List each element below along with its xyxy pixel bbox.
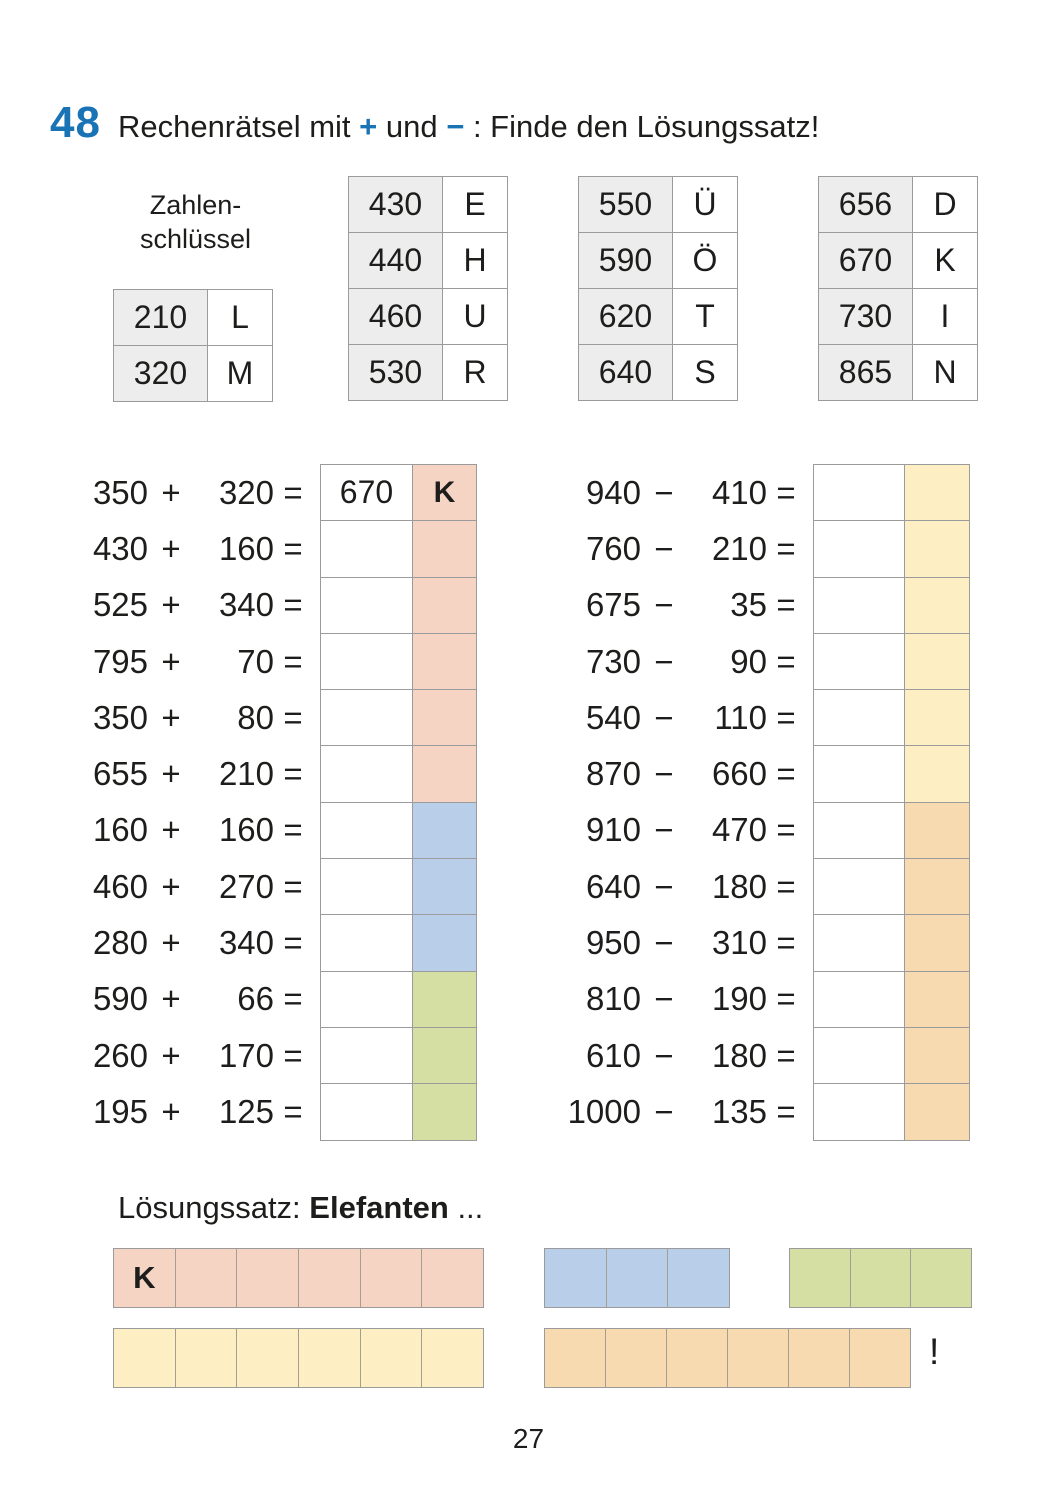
- answer-cell[interactable]: [850, 1329, 910, 1387]
- key-row: [113, 345, 273, 402]
- letter-box[interactable]: [413, 633, 477, 690]
- operand-b: 210: [711, 529, 767, 567]
- key-letter-cell: I: [912, 288, 978, 345]
- operand-a: 810: [585, 980, 641, 1018]
- operand-a: 610: [585, 1036, 641, 1074]
- key-row: [578, 232, 738, 289]
- equals-sign: =: [776, 698, 796, 736]
- operand-b: 170: [218, 1036, 274, 1074]
- result-box[interactable]: [320, 745, 413, 802]
- operand-a: 280: [92, 924, 148, 962]
- exclamation-mark: !: [929, 1331, 940, 1372]
- problem-row: [60, 1027, 477, 1084]
- operator: +: [161, 642, 181, 680]
- operator: +: [161, 698, 181, 736]
- key-row: [578, 176, 738, 233]
- result-box[interactable]: [320, 971, 413, 1028]
- operand-a: 1000: [567, 1092, 641, 1130]
- equals-sign: =: [776, 529, 796, 567]
- answer-cell[interactable]: K: [114, 1249, 176, 1307]
- page-number: 27: [512, 1423, 545, 1454]
- operand-b: 190: [711, 980, 767, 1018]
- operand-a: 460: [92, 867, 148, 905]
- problem-row: [60, 1083, 477, 1140]
- operand-b: 160: [218, 529, 274, 567]
- answer-cell[interactable]: [237, 1249, 299, 1307]
- operand-a: 260: [92, 1036, 148, 1074]
- key-number-cell: 210: [113, 289, 208, 346]
- operand-a: 675: [585, 586, 641, 624]
- operand-a: 910: [585, 811, 641, 849]
- worksheet-header: [50, 98, 819, 148]
- letter-box[interactable]: [905, 745, 970, 802]
- letter-box[interactable]: [413, 802, 477, 859]
- problem-row: [60, 858, 477, 915]
- equals-sign: =: [283, 867, 303, 905]
- key-number-cell: 320: [113, 345, 208, 402]
- answer-cell[interactable]: [790, 1249, 851, 1307]
- problem-row: [553, 858, 970, 915]
- operator: −: [654, 642, 674, 680]
- equals-sign: =: [776, 473, 796, 511]
- equals-sign: =: [776, 867, 796, 905]
- equation: [60, 802, 312, 859]
- title-text-post: : Finde den Lösungssatz!: [464, 109, 820, 144]
- answer-group-green: [789, 1248, 972, 1308]
- equals-sign: =: [283, 980, 303, 1018]
- key-row: [818, 288, 978, 345]
- answer-group-blue: [544, 1248, 730, 1308]
- key-letter-cell: S: [672, 344, 738, 401]
- letter-box[interactable]: [905, 858, 970, 915]
- operator: −: [654, 811, 674, 849]
- result-box[interactable]: [813, 802, 905, 859]
- letter-box[interactable]: [905, 1027, 970, 1084]
- equation: [553, 745, 805, 802]
- problem-row: [60, 914, 477, 971]
- result-box[interactable]: [320, 858, 413, 915]
- key-number-cell: 865: [818, 344, 913, 401]
- subtraction-problems-column: [553, 464, 970, 1141]
- problem-row: [553, 464, 970, 521]
- equals-sign: =: [283, 755, 303, 793]
- key-number-cell: 590: [578, 232, 673, 289]
- key-number-cell: 440: [348, 232, 443, 289]
- operand-b: 66: [237, 980, 274, 1018]
- key-number-cell: 550: [578, 176, 673, 233]
- operator: −: [654, 529, 674, 567]
- operator: +: [161, 867, 181, 905]
- result-box[interactable]: [813, 689, 905, 746]
- key-table-2: [348, 176, 508, 401]
- equals-sign: =: [283, 1036, 303, 1074]
- key-letter-cell: R: [442, 344, 508, 401]
- operand-a: 730: [585, 642, 641, 680]
- key-letter-cell: K: [912, 232, 978, 289]
- problem-row: [553, 1083, 970, 1140]
- key-number-cell: 620: [578, 288, 673, 345]
- answer-cell[interactable]: [668, 1249, 729, 1307]
- result-box[interactable]: [813, 520, 905, 577]
- answer-cell[interactable]: [422, 1329, 483, 1387]
- operator: +: [161, 586, 181, 624]
- problem-row: [60, 633, 477, 690]
- operand-a: 940: [585, 473, 641, 511]
- answer-cell[interactable]: [606, 1329, 667, 1387]
- equals-sign: =: [776, 642, 796, 680]
- key-number-cell: 656: [818, 176, 913, 233]
- equals-sign: =: [776, 811, 796, 849]
- key-table-3: [578, 176, 738, 401]
- operand-b: 270: [218, 867, 274, 905]
- answer-cell[interactable]: [607, 1249, 669, 1307]
- problem-row: [553, 633, 970, 690]
- operator: +: [161, 755, 181, 793]
- result-box[interactable]: [320, 1027, 413, 1084]
- equals-sign: =: [283, 642, 303, 680]
- task-number: 48: [50, 98, 101, 147]
- title-text-mid: und: [377, 109, 447, 144]
- key-table-4: [818, 176, 978, 401]
- operator: −: [654, 755, 674, 793]
- equation: [60, 633, 312, 690]
- equals-sign: =: [776, 924, 796, 962]
- operand-b: 80: [237, 698, 274, 736]
- letter-box[interactable]: [905, 689, 970, 746]
- key-letter-cell: M: [207, 345, 273, 402]
- operand-b: 70: [237, 642, 274, 680]
- problem-row: [553, 745, 970, 802]
- operand-a: 590: [92, 980, 148, 1018]
- operand-a: 870: [585, 755, 641, 793]
- answer-cell[interactable]: [545, 1249, 607, 1307]
- letter-box[interactable]: [905, 914, 970, 971]
- minus-sign: −: [446, 109, 465, 144]
- key-row: [348, 176, 508, 233]
- result-box[interactable]: [320, 633, 413, 690]
- equals-sign: =: [776, 586, 796, 624]
- operand-a: 195: [92, 1092, 148, 1130]
- operand-a: 540: [585, 698, 641, 736]
- equals-sign: =: [283, 586, 303, 624]
- operand-b: 210: [218, 755, 274, 793]
- operand-a: 350: [92, 473, 148, 511]
- letter-box[interactable]: [905, 1083, 970, 1140]
- operand-a: 160: [92, 811, 148, 849]
- operand-b: 340: [218, 586, 274, 624]
- equals-sign: =: [283, 529, 303, 567]
- equation: [60, 971, 312, 1028]
- key-number-cell: 730: [818, 288, 913, 345]
- operator: −: [654, 924, 674, 962]
- answer-group-pink: [113, 1248, 484, 1308]
- equals-sign: =: [283, 473, 303, 511]
- operand-b: 310: [711, 924, 767, 962]
- problem-row: [553, 802, 970, 859]
- key-label-line2: schlüssel: [139, 223, 252, 254]
- equation: [553, 464, 805, 521]
- key-number-cell: 460: [348, 288, 443, 345]
- operand-a: 950: [585, 924, 641, 962]
- operand-a: 350: [92, 698, 148, 736]
- equation: [60, 1027, 312, 1084]
- operator: +: [161, 811, 181, 849]
- key-letter-cell: U: [442, 288, 508, 345]
- result-box[interactable]: [813, 633, 905, 690]
- equals-sign: =: [283, 811, 303, 849]
- addition-problems-column: [60, 464, 477, 1141]
- solution-label: Lösungssatz:: [118, 1190, 310, 1225]
- equals-sign: =: [283, 924, 303, 962]
- equation: [553, 1083, 805, 1140]
- page-title: [118, 109, 819, 145]
- letter-box[interactable]: [413, 689, 477, 746]
- key-number-cell: 640: [578, 344, 673, 401]
- letter-box[interactable]: K: [413, 464, 477, 521]
- operand-b: 180: [711, 867, 767, 905]
- key-letter-cell: D: [912, 176, 978, 233]
- letter-box[interactable]: [413, 520, 477, 577]
- letter-box[interactable]: [905, 520, 970, 577]
- operator: −: [654, 867, 674, 905]
- operand-b: 35: [730, 586, 767, 624]
- problem-row: [60, 745, 477, 802]
- equation: [553, 520, 805, 577]
- number-key-label: [113, 189, 278, 257]
- result-box[interactable]: [320, 802, 413, 859]
- answer-cell[interactable]: [361, 1249, 423, 1307]
- operand-a: 795: [92, 642, 148, 680]
- operand-a: 640: [585, 867, 641, 905]
- letter-box[interactable]: [413, 1083, 477, 1140]
- key-row: [818, 176, 978, 233]
- answer-cell[interactable]: [789, 1329, 850, 1387]
- answer-cell[interactable]: [114, 1329, 176, 1387]
- letter-box[interactable]: [413, 745, 477, 802]
- solution-ellipsis: ...: [448, 1190, 484, 1225]
- answer-cell[interactable]: [911, 1249, 971, 1307]
- equation: [553, 689, 805, 746]
- solution-sentence-line: [118, 1190, 483, 1226]
- problem-row: [553, 1027, 970, 1084]
- operand-b: 410: [711, 473, 767, 511]
- key-table-1: [113, 289, 273, 402]
- operand-b: 160: [218, 811, 274, 849]
- result-box[interactable]: [320, 689, 413, 746]
- equation: [60, 914, 312, 971]
- result-box[interactable]: [813, 914, 905, 971]
- operand-b: 110: [714, 698, 767, 736]
- operand-b: 180: [711, 1036, 767, 1074]
- answer-cell[interactable]: [851, 1249, 912, 1307]
- key-letter-cell: T: [672, 288, 738, 345]
- result-box[interactable]: [813, 745, 905, 802]
- result-box[interactable]: [320, 520, 413, 577]
- operator: −: [654, 1092, 674, 1130]
- answer-cell[interactable]: [176, 1329, 238, 1387]
- key-label-line1: Zahlen-: [149, 190, 242, 220]
- result-box[interactable]: 670: [320, 464, 413, 521]
- answer-cell[interactable]: [361, 1329, 423, 1387]
- equation: [553, 577, 805, 634]
- letter-box[interactable]: [905, 971, 970, 1028]
- key-row: [348, 344, 508, 401]
- key-row: [113, 289, 273, 346]
- letter-box[interactable]: [905, 577, 970, 634]
- equation: [60, 1083, 312, 1140]
- equation: [553, 802, 805, 859]
- key-letter-cell: L: [207, 289, 273, 346]
- equation: [60, 689, 312, 746]
- answer-cell[interactable]: [176, 1249, 238, 1307]
- operand-b: 320: [218, 473, 274, 511]
- key-letter-cell: Ö: [672, 232, 738, 289]
- solution-word: Elefanten: [309, 1190, 449, 1225]
- operator: −: [654, 980, 674, 1018]
- key-row: [818, 232, 978, 289]
- operand-a: 430: [92, 529, 148, 567]
- equation: [60, 577, 312, 634]
- key-number-cell: 430: [348, 176, 443, 233]
- operand-a: 760: [585, 529, 641, 567]
- key-row: [578, 288, 738, 345]
- operand-b: 90: [730, 642, 767, 680]
- equation: [553, 1027, 805, 1084]
- equals-sign: =: [283, 1092, 303, 1130]
- letter-box[interactable]: [905, 633, 970, 690]
- equals-sign: =: [776, 1092, 796, 1130]
- equation: [60, 520, 312, 577]
- key-letter-cell: E: [442, 176, 508, 233]
- problem-row: [553, 914, 970, 971]
- answer-cell[interactable]: [667, 1329, 728, 1387]
- operand-b: 340: [218, 924, 274, 962]
- result-box[interactable]: [813, 858, 905, 915]
- key-number-cell: 530: [348, 344, 443, 401]
- operator: +: [161, 473, 181, 511]
- key-row: [818, 344, 978, 401]
- result-box[interactable]: [813, 577, 905, 634]
- operator: −: [654, 586, 674, 624]
- equation: [60, 745, 312, 802]
- result-box[interactable]: [320, 577, 413, 634]
- answer-group-yellow: [113, 1328, 484, 1388]
- letter-box[interactable]: [905, 464, 970, 521]
- operator: −: [654, 473, 674, 511]
- problem-row: [553, 577, 970, 634]
- equation: [60, 858, 312, 915]
- operator: +: [161, 1092, 181, 1130]
- equation: [553, 633, 805, 690]
- letter-box[interactable]: [413, 1027, 477, 1084]
- problem-row: [60, 971, 477, 1028]
- letter-box[interactable]: [413, 577, 477, 634]
- operand-b: 660: [711, 755, 767, 793]
- title-text-pre: Rechenrätsel mit: [117, 109, 360, 144]
- operator: −: [654, 1036, 674, 1074]
- key-row: [578, 344, 738, 401]
- letter-box[interactable]: [413, 858, 477, 915]
- equation: [553, 858, 805, 915]
- operand-a: 655: [92, 755, 148, 793]
- answer-group-orange: [544, 1328, 911, 1388]
- answer-cell[interactable]: [299, 1329, 361, 1387]
- operator: −: [654, 698, 674, 736]
- operator: +: [161, 529, 181, 567]
- problem-row: [553, 689, 970, 746]
- key-letter-cell: Ü: [672, 176, 738, 233]
- result-box[interactable]: [813, 464, 905, 521]
- operator: +: [161, 924, 181, 962]
- problem-row: [60, 689, 477, 746]
- operator: +: [161, 1036, 181, 1074]
- answer-cell[interactable]: [299, 1249, 361, 1307]
- letter-box[interactable]: [413, 914, 477, 971]
- answer-cell[interactable]: [728, 1329, 789, 1387]
- problem-row: [553, 971, 970, 1028]
- problem-row: [60, 464, 477, 521]
- operand-b: 125: [218, 1092, 274, 1130]
- result-box[interactable]: [320, 914, 413, 971]
- result-box[interactable]: [813, 1027, 905, 1084]
- key-row: [348, 288, 508, 345]
- problem-row: [553, 520, 970, 577]
- operand-b: 470: [711, 811, 767, 849]
- answer-cell[interactable]: [545, 1329, 606, 1387]
- equals-sign: =: [776, 755, 796, 793]
- operator: +: [161, 980, 181, 1018]
- letter-box[interactable]: [413, 971, 477, 1028]
- problem-row: [60, 802, 477, 859]
- equation: [60, 464, 312, 521]
- equals-sign: =: [776, 980, 796, 1018]
- operand-b: 135: [711, 1092, 767, 1130]
- equation: [553, 971, 805, 1028]
- result-box[interactable]: [813, 1083, 905, 1140]
- result-box[interactable]: [320, 1083, 413, 1140]
- operand-a: 525: [92, 586, 148, 624]
- result-box[interactable]: [813, 971, 905, 1028]
- key-letter-cell: N: [912, 344, 978, 401]
- problem-row: [60, 520, 477, 577]
- problem-row: [60, 577, 477, 634]
- key-row: [348, 232, 508, 289]
- letter-box[interactable]: [905, 802, 970, 859]
- key-number-cell: 670: [818, 232, 913, 289]
- answer-cell[interactable]: [237, 1329, 299, 1387]
- plus-sign: +: [359, 109, 378, 144]
- equation: [553, 914, 805, 971]
- answer-cell[interactable]: [422, 1249, 483, 1307]
- equals-sign: =: [283, 698, 303, 736]
- key-letter-cell: H: [442, 232, 508, 289]
- equals-sign: =: [776, 1036, 796, 1074]
